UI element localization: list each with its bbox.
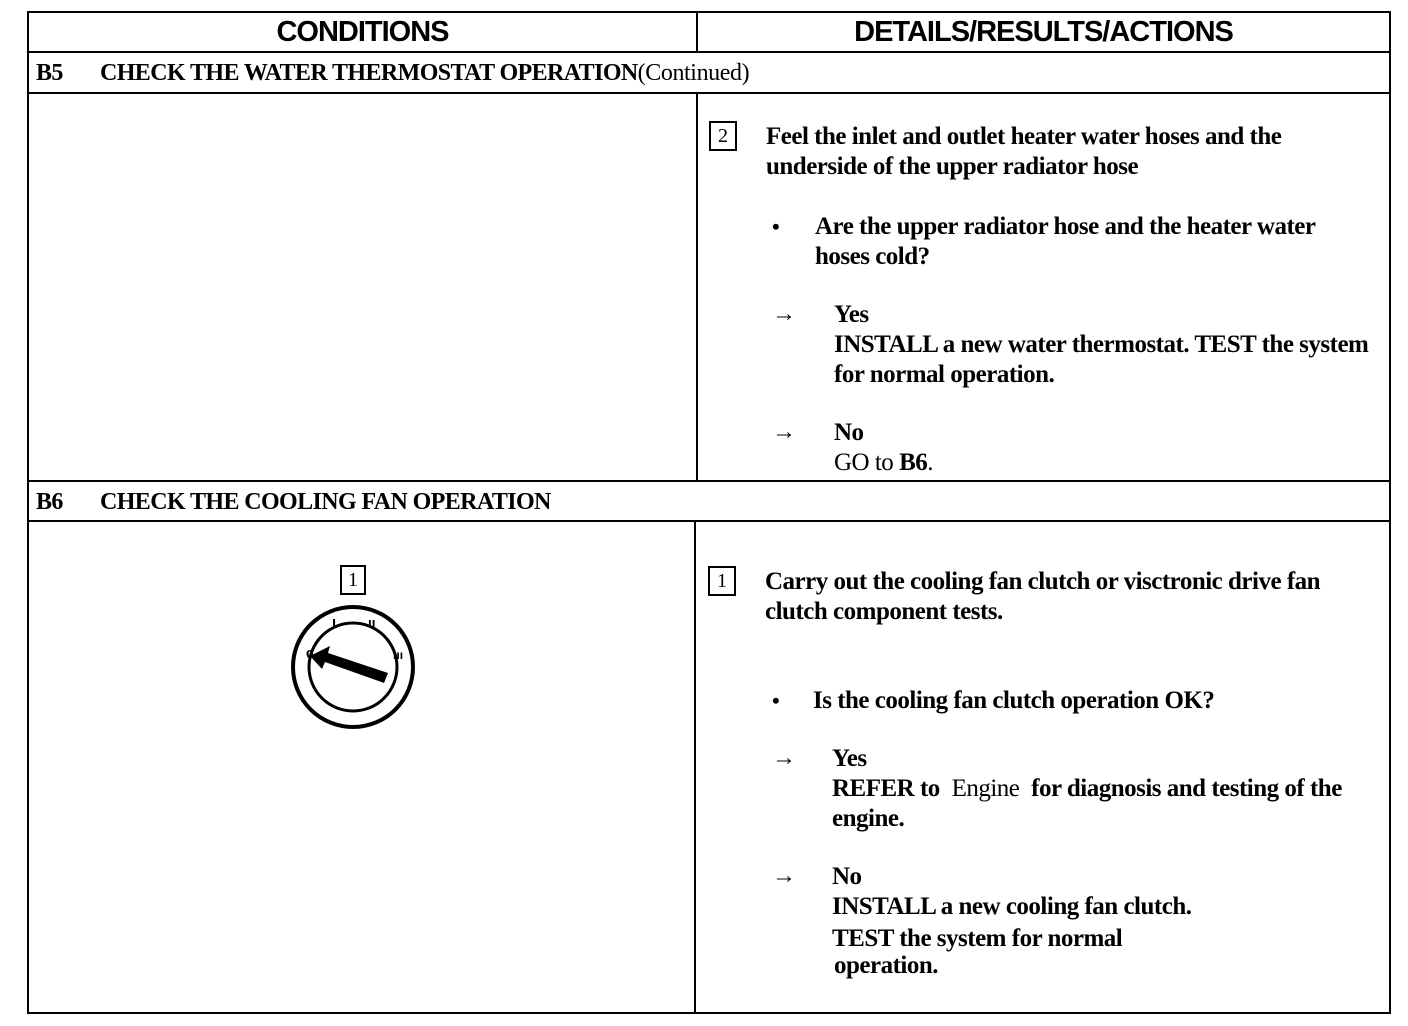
b5-yes-arrow: → (772, 301, 796, 327)
b6-section-title (36, 482, 551, 522)
b6-column-divider (694, 520, 696, 1014)
ignition-position-3: III (393, 652, 404, 662)
b6-step-number-box: 1 (708, 566, 736, 596)
b5-step-number-box: 2 (709, 121, 737, 151)
b6-step-text: Carry out the cooling fan clutch or visctronic drive fan clutch component tests. (765, 568, 1321, 625)
ignition-position-2: II (368, 619, 376, 630)
b6-question-text: Is the cooling fan clutch operation OK? (813, 687, 1215, 714)
b6-no-action-line1: INSTALL a new cooling fan clutch. (832, 893, 1192, 920)
b6-yes-label: Yes (832, 745, 867, 772)
b6-no-action-line3: operation. (834, 952, 939, 979)
b5-no-action-target[interactable]: B6 (899, 449, 928, 476)
b5-no-arrow: → (772, 419, 796, 445)
b5-yes-label: Yes (834, 301, 869, 328)
b6-engine-reference-link[interactable]: Engine (951, 775, 1020, 802)
b5-no-label: No (834, 419, 864, 446)
b6-yes-action-suffix: for diagnosis and testing of the engine. (832, 775, 1342, 832)
b6-yes-action (832, 774, 1352, 834)
b6-no-label: No (832, 863, 862, 890)
b6-yes-arrow: → (772, 745, 796, 771)
b5-step-text: Feel the inlet and outlet heater water hoses and the underside of the upper radiator hose (766, 123, 1282, 180)
b5-yes-action: INSTALL a new water thermostat. TEST the system for normal operation. (834, 331, 1369, 388)
details-header: DETAILS/RESULTS/ACTIONS (854, 15, 1233, 48)
b6-diagram-step-box: 1 (340, 565, 366, 595)
b6-title-text: CHECK THE COOLING FAN OPERATION (100, 488, 551, 515)
conditions-header: CONDITIONS (276, 15, 449, 48)
ignition-position-1: I (332, 617, 337, 630)
b5-continued-text: (Continued) (637, 59, 750, 86)
b6-yes-action-prefix: REFER to (832, 775, 940, 802)
b5-section-title (36, 53, 749, 93)
ignition-position-0: 0 (306, 648, 314, 661)
b5-title-text: CHECK THE WATER THERMOSTAT OPERATION (100, 59, 638, 86)
b6-section-id: B6 (36, 488, 63, 515)
b5-question-bullet: • (772, 214, 780, 239)
b6-no-action-line2: TEST the system for normal (832, 925, 1123, 952)
b5-column-divider (696, 92, 698, 482)
b5-section-id: B5 (36, 59, 63, 86)
ignition-switch-diagram (288, 603, 418, 731)
b5-no-action-suffix: . (927, 449, 933, 476)
b5-no-action-prefix: GO to (834, 449, 894, 476)
ignition-key-arrow-icon (310, 646, 388, 683)
b6-question-bullet: • (772, 688, 780, 713)
b5-question-text: Are the upper radiator hose and the heater water hoses cold? (815, 213, 1316, 270)
b5-no-action (834, 448, 933, 478)
b6-no-arrow: → (772, 863, 796, 889)
